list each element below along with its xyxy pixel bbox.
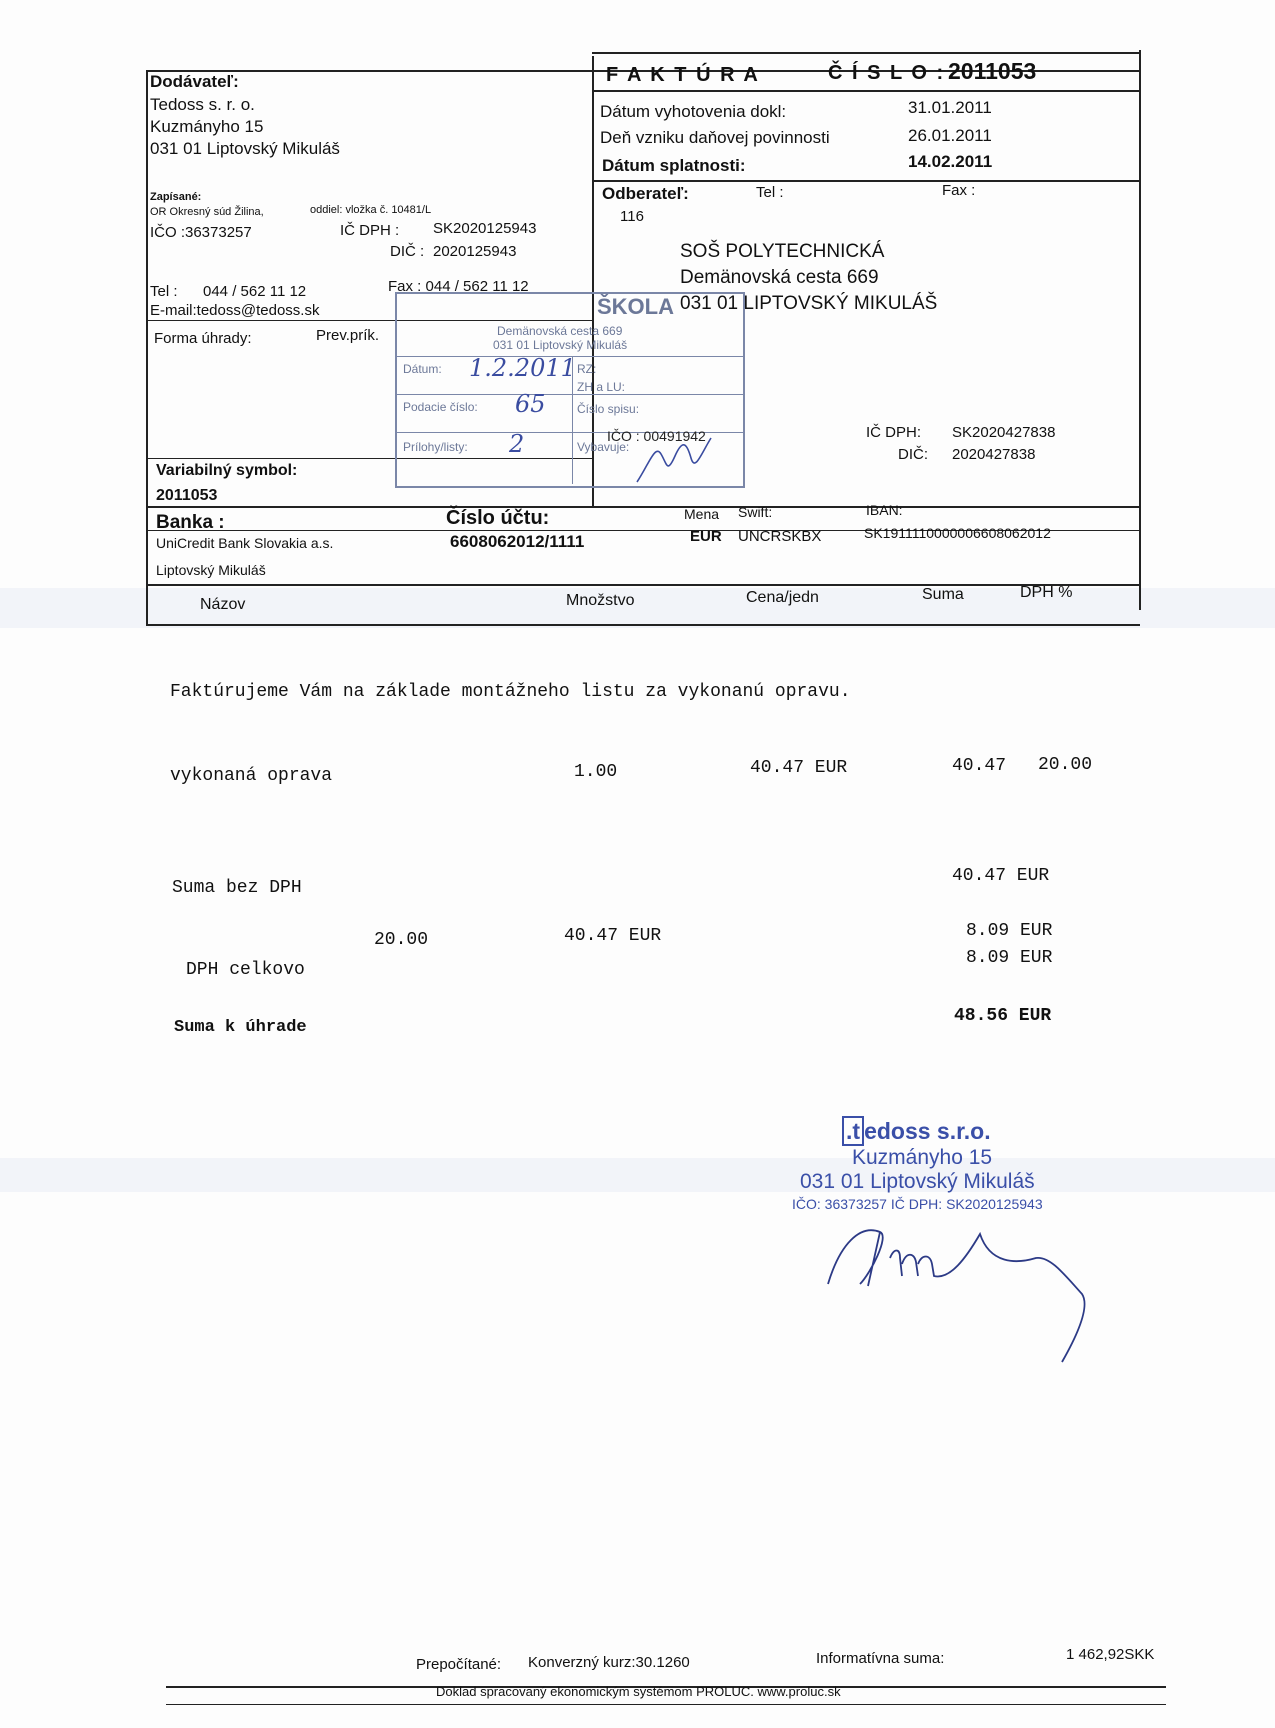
supplier-tel-label: Tel : [150, 283, 178, 300]
supplier-tel: 044 / 562 11 12 [203, 283, 307, 300]
supplier-dic: 2020125943 [433, 243, 517, 260]
stamp-reg-value: 65 [515, 390, 546, 418]
company-city: 031 01 Liptovský Mikuláš [800, 1170, 1035, 1193]
item-qty: 1.00 [574, 762, 618, 782]
supplier-city: 031 01 Liptovský Mikuláš [150, 139, 340, 158]
vs-value: 2011053 [156, 487, 218, 504]
issue-date: 31.01.2011 [908, 98, 992, 117]
vat-rate: 20.00 [374, 930, 429, 950]
bank-city: Liptovský Mikuláš [156, 562, 266, 578]
customer-city: 031 01 LIPTOVSKÝ MIKULÁŠ [680, 293, 938, 314]
iban-label: IBAN: [866, 502, 903, 518]
customer-tel-label: Tel : [756, 184, 784, 201]
supplier-icdph-label: IČ DPH : [340, 222, 400, 239]
vat-base: 40.47 EUR [564, 926, 662, 946]
stamp-ico: IČO : 00491942 [607, 428, 706, 444]
director-signature [820, 1214, 1110, 1364]
company-logo: .t [842, 1116, 864, 1146]
stamp-reg-label: Podacie číslo: [403, 400, 478, 414]
iban: SK1911110000006608062012 [864, 525, 1051, 541]
vat-total-label: DPH celkovo [186, 960, 305, 980]
total-value: 48.56 EUR [954, 1006, 1052, 1026]
customer-heading: Odberateľ: [602, 184, 689, 203]
customer-dic-label: DIČ: [898, 446, 928, 463]
supplier-icdph: SK2020125943 [433, 220, 537, 237]
supplier-dic-label: DIČ : [390, 243, 425, 260]
tax-date: 26.01.2011 [908, 126, 992, 145]
vat-amount: 8.09 EUR [966, 921, 1053, 941]
col-qty: Množstvo [566, 592, 635, 609]
total-label: Suma k úhrade [174, 1018, 307, 1037]
vs-label: Variabilný symbol: [156, 462, 298, 479]
registered-section: oddiel: vložka č. 10481/L [310, 204, 432, 216]
customer-id: 116 [620, 208, 644, 225]
currency: EUR [690, 528, 722, 545]
due-date: 14.02.2011 [908, 152, 993, 171]
tax-date-label: Deň vzniku daňovej povinnosti [600, 128, 830, 147]
supplier-heading: Dodávateľ: [150, 72, 239, 91]
registry-stamp [395, 292, 745, 488]
subtotal-value: 40.47 EUR [952, 866, 1050, 886]
stamp-address1: Demänovská cesta 669 [497, 324, 623, 338]
account-number: 6608062012/1111 [450, 532, 585, 551]
registered-label: Zapísané: [150, 191, 202, 203]
bank-name: UniCredit Bank Slovakia a.s. [156, 535, 334, 551]
info-label: Informatívna suma: [816, 1650, 945, 1667]
company-ids: IČO: 36373257 IČ DPH: SK2020125943 [792, 1196, 1043, 1212]
stamp-zh: ZH a LU: [577, 380, 626, 394]
registered-court: OR Okresný súd Žilina, [150, 206, 264, 218]
item-sum: 40.47 [952, 756, 1007, 776]
system-note: Doklad spracovaný ekonomickým systémom PROLUC. www.proluc.sk [436, 1684, 841, 1699]
subtotal-label: Suma bez DPH [172, 878, 302, 898]
currency-label: Mena [684, 506, 720, 522]
company-name: edoss s.r.o. [864, 1118, 991, 1144]
customer-fax-label: Fax : [942, 182, 976, 199]
col-name: Názov [200, 596, 246, 613]
payment-form-label: Forma úhrady: [154, 330, 252, 347]
customer-street: Demänovská cesta 669 [680, 267, 879, 288]
stamp-file: Číslo spisu: [577, 402, 640, 416]
payment-form: Prev.prík. [316, 327, 380, 344]
swift-label: Swift: [738, 504, 773, 520]
supplier-fax: Fax : 044 / 562 11 12 [388, 278, 529, 295]
recalc-label: Prepočítané: [416, 1656, 502, 1673]
customer-icdph-label: IČ DPH: [866, 424, 922, 441]
col-vat: DPH % [1020, 584, 1073, 601]
swift: UNCRSKBX [738, 528, 822, 545]
stamp-date-label: Dátum: [403, 362, 442, 376]
bank-label: Banka : [156, 512, 225, 533]
customer-icdph: SK2020427838 [952, 424, 1056, 441]
company-logo-box [842, 1118, 991, 1145]
item-vat: 20.00 [1038, 755, 1093, 775]
stamp-date-value: 1.2.2011 [469, 354, 576, 382]
vat-total: 8.09 EUR [966, 948, 1053, 968]
invoice-number: 2011053 [948, 58, 1037, 84]
col-unit-price: Cena/jedn [746, 589, 819, 606]
customer-name: SOŠ POLYTECHNICKÁ [680, 241, 885, 262]
stamp-school: ŠKOLA [597, 294, 674, 319]
stamp-rz: RZ: [577, 362, 597, 376]
invoice-number-label: Č Í S L O : [828, 62, 946, 84]
due-date-label: Dátum splatnosti: [602, 156, 746, 175]
issue-date-label: Dátum vyhotovenia dokl: [600, 102, 787, 121]
supplier-street: Kuzmányho 15 [150, 117, 264, 136]
account-label: Číslo účtu: [446, 507, 550, 529]
customer-dic: 2020427838 [952, 446, 1036, 463]
conversion-rate: Konverzný kurz:30.1260 [528, 1654, 690, 1671]
company-street: Kuzmányho 15 [852, 1146, 993, 1169]
intro-text: Faktúrujeme Vám na základe montážneho listu za vykonanú opravu. [170, 682, 851, 702]
stamp-attach-value: 2 [509, 430, 525, 458]
supplier-ico: IČO :36373257 [150, 224, 252, 241]
stamp-handler: Vybavuje: [577, 440, 630, 454]
col-sum: Suma [922, 586, 964, 603]
item-unit-price: 40.47 EUR [750, 758, 848, 778]
invoice-title: F A K T Ú R A [606, 64, 760, 86]
handler-signature [627, 434, 717, 488]
supplier-email: E-mail:tedoss@tedoss.sk [150, 302, 320, 319]
stamp-attach-label: Prílohy/listy: [403, 440, 468, 454]
supplier-name: Tedoss s. r. o. [150, 95, 255, 114]
info-value: 1 462,92SKK [1066, 1646, 1155, 1663]
stamp-address2: 031 01 Liptovský Mikuláš [493, 338, 628, 352]
item-name: vykonaná oprava [170, 766, 333, 786]
